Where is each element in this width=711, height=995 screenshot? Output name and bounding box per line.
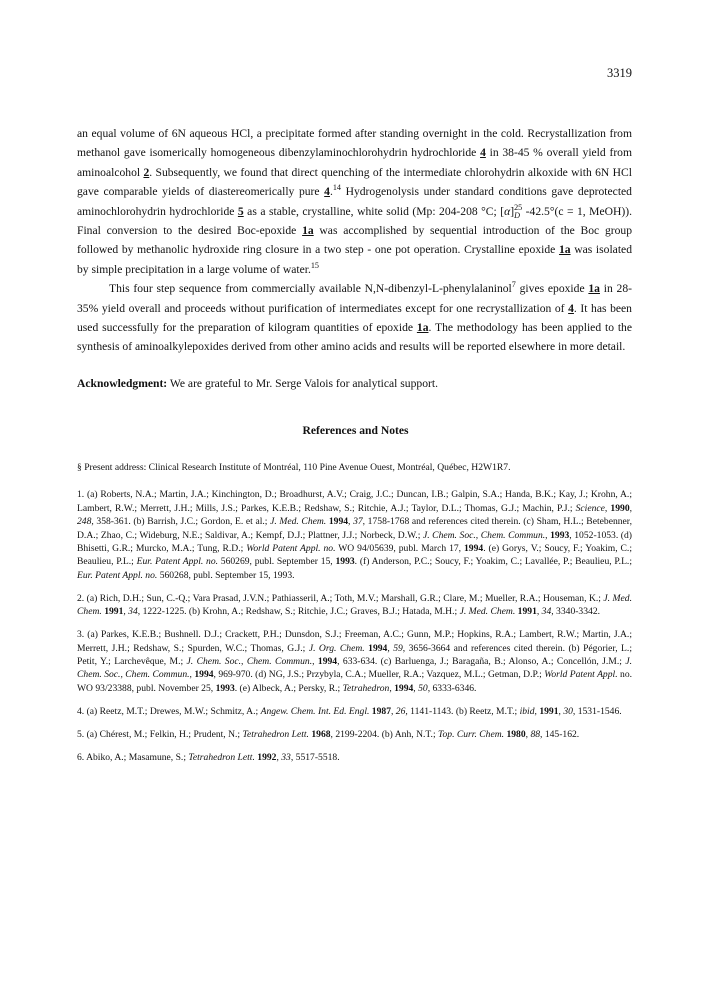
compound-ref: 4	[324, 185, 330, 199]
present-address: § Present address: Clinical Research Institute of Montréal, 110 Pine Avenue Ouest, Montréal, Québec, H2W1R7.	[77, 462, 511, 473]
compound-ref: 2	[143, 165, 150, 179]
acknowledgment	[77, 376, 632, 392]
citation-superscript: 7	[511, 280, 516, 290]
references-heading: References and Notes	[302, 424, 409, 437]
compound-ref: 1a	[416, 321, 429, 335]
body-text	[77, 124, 632, 357]
reference-2: 2. (a) Rich, D.H.; Sun, C.-Q.; Vara Prasad, J.V.N.; Pathiasseril, A.; Toth, M.V.; Marshall, G.R.; Clare, M.; Mueller, R.A.; Houseman, K.; J. Med. Chem. 1991, 34, 1222-1225. (b) Krohn, A.; Redshaw, S.; Ritchie, J.C.; Graves, B.J.; Hatada, M.H.; J. Med. Chem. 1991, 34, 3340-3342.	[77, 592, 632, 618]
paragraph-2: This four step sequence from commercially available N,N-dibenzyl-L-phenylalaninol$^7$ gives epoxide 1a in 28-35% yield overall and proceeds without purification of intermediates except for one recrystallization of 4. It has been used successfully for the preparation of kilogram quantities of epoxide 1a. The methodology has been applied to the synthesis of aminoalkylepoxides derived from other amino acids and results will be reported elsewhere in more detail.	[77, 280, 633, 354]
acknowledgment-text: We are grateful to Mr. Serge Valois for analytical support.	[167, 377, 438, 390]
acknowledgment-label: Acknowledgment:	[77, 377, 168, 390]
citation-superscript: 15	[310, 260, 319, 270]
compound-ref: 4	[568, 301, 574, 315]
references-list	[77, 461, 632, 774]
reference-4: 4. (a) Reetz, M.T.; Drewes, M.W.; Schmitz, A.; Angew. Chem. Int. Ed. Engl. 1987, 26, 1141-1143. (b) Reetz, M.T.; ibid, 1991, 30, 1531-1546.	[77, 705, 622, 717]
compound-ref: 1a	[588, 282, 600, 296]
compound-ref: 1a	[558, 243, 571, 257]
alpha-symbol: α	[504, 204, 511, 218]
citation-superscript: 14	[332, 183, 341, 193]
page-number: 3319	[607, 66, 632, 80]
reference-5: 5. (a) Chérest, M.; Felkin, H.; Prudent, N.; Tetrahedron Lett. 1968, 2199-2204. (b) Anh, N.T.; Top. Curr. Chem. 1980, 88, 145-162.	[77, 728, 580, 740]
reference-3: 3. (a) Parkes, K.E.B.; Bushnell. D.J.; Crackett, P.H.; Dunsdon, S.J.; Freeman, A.C.; Gunn, M.P.; Hopkins, R.A.; Lambert, R.W.; Martin, J.A.; Merrett, J.H.; Redshaw, S.; Spurden, W.C.; Thomas, G.J.; J. Org. Chem. 1994, 59, 3656-3664 and references cited therein. (b) Pégorier, L.; Petit, Y.; Larchevêque, M.; J. Chem. Soc., Chem. Commun., 1994, 633-634. (c) Barluenga, J.; Baragaña, B.; Alonso, A.; Concellón, J.M.; J. Chem. Soc., Chem. Commun., 1994, 969-970. (d) NG, J.S.; Przybyla, C.A.; Mueller, R.A.; Vazquez, M.L.; Getman, D.P.; World Patent Appl. no. WO 93/23388, publ. November 25, 1993. (e) Albeck, A.; Persky, R.; Tetrahedron, 1994, 50, 6333-6346.	[77, 629, 633, 694]
reference-1: 1. (a) Roberts, N.A.; Martin, J.A.; Kinchington, D.; Broadhurst, A.V.; Craig, J.C.; Duncan, I.B.; Galpin, S.A.; Handa, B.K.; Kay, J.; Krohn, A.; Lambert, R.W.; Merrett, J.H.; Mills, J.S.; Parkes, K.E.B.; Redshaw, S.; Ritchie, A.J.; Taylor, D.L.; Thomas, G.J.; Machin, P.J.; Science, 1990, 248, 358-361. (b) Barrish, J.C.; Gordon, E. et al.; J. Med. Chem. 1994, 37, 1758-1768 and references cited therein. (c) Sham, H.L.; Betebenner, D.A.; Zhao, C.; Wideburg, N.E.; Saldivar, A.; Kempf, D.J.; Plattner, J.J.; Norbeck, D.W.; J. Chem. Soc., Chem. Commun., 1993, 1052-1053. (d) Bhisetti, G.R.; Murcko, M.A.; Tung, R.D.; World Patent Appl. no. WO 94/05639, publ. March 17, 1994. (e) Gorys, V.; Soucy, F.; Yoakim, C.; Beaulieu, P.L.; Eur. Patent Appl. no. 560269, publ. September 15, 1993. (f) Anderson, P.C.; Soucy, F.; Yoakim, C.; Lavallée, P.; Beaulieu, P.L.; Eur. Patent Appl. no. 560268, publ. September 15, 1993.	[77, 489, 633, 581]
compound-ref: 5	[237, 204, 244, 218]
compound-ref: 4	[480, 146, 486, 160]
compound-ref: 1a	[302, 224, 314, 238]
rotation-conditions: 25 D	[514, 202, 523, 220]
reference-6: 6. Abiko, A.; Masamune, S.; Tetrahedron Lett. 1992, 33, 5517-5518.	[77, 751, 340, 763]
paragraph-1: an equal volume of 6N aqueous HCl, a precipitate formed after standing overnight in the cold. Recrystallization from methanol gave isomerically homogeneous dibenzylaminochlorohydrin hydrochloride 4 in 38-45 % overall yield from aminoalcohol 2. Subsequently, we found that direct quenching of the intermediate chlorohydrin alkoxide with 6N HCl gave comparable yields of diastereomerically pure 4.14 Hydrogenolysis under standard conditions gave deprotected aminochlorohydrin hydrochloride 5 as a stable, crystalline, white solid (Mp: 204-208 °C; [α] 25 D -42.5°(c = 1, MeOH)). Final conversion to the desired Boc-epoxide 1a was accomplished by sequential introduction of the Boc group followed by methanolic hydroxide ring closure in a two step - one pot operation. Crystalline epoxide 1a was isolated by simple precipitation in a large volume of water.$^{15}$	[77, 127, 632, 276]
